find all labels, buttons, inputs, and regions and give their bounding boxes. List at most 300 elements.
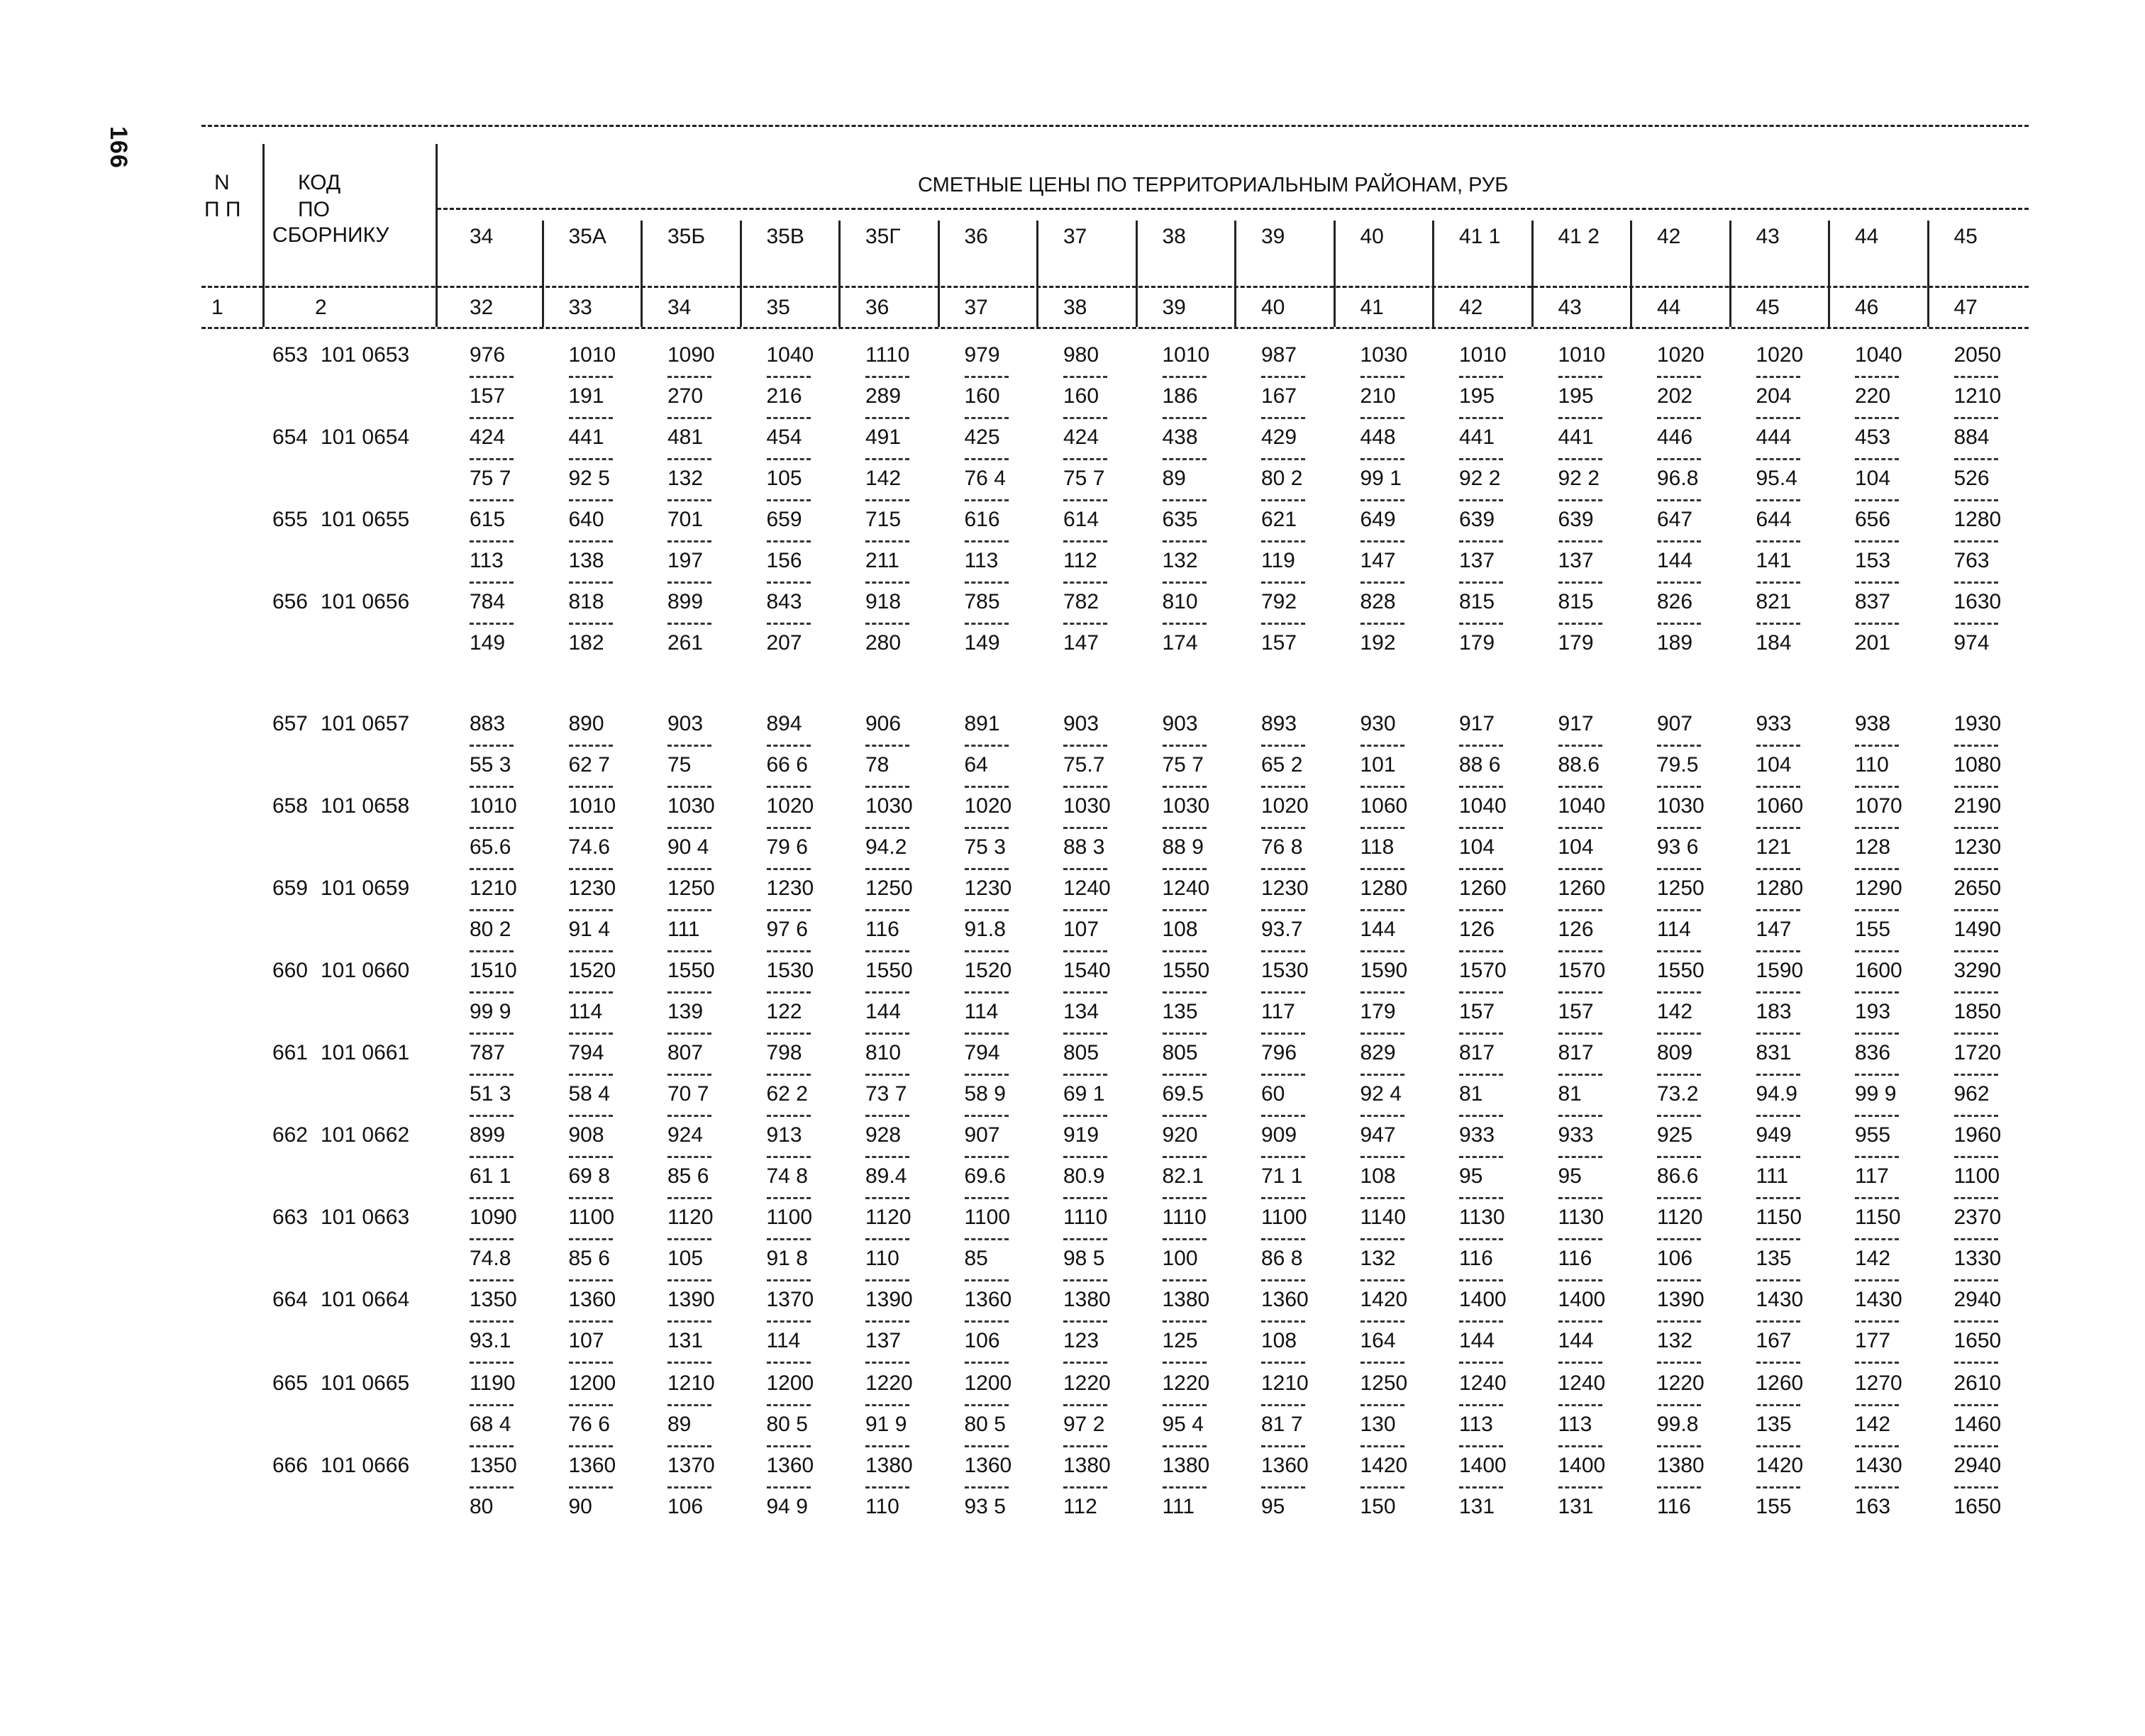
- price-cell: 1020: [1261, 794, 1309, 818]
- fraction-dash: [1261, 868, 1305, 870]
- price-cell: 141: [1756, 549, 1792, 572]
- fraction-dash: [767, 1362, 811, 1364]
- fraction-dash: [667, 1156, 711, 1158]
- price-cell: 1240: [1558, 1371, 1606, 1395]
- price-cell: 182: [568, 631, 604, 655]
- fraction-rule-row: [201, 410, 2029, 424]
- fraction-dash: [667, 950, 711, 952]
- table-row: [201, 1040, 2029, 1067]
- fraction-dash: [767, 868, 811, 870]
- row-number: 666: [272, 1454, 308, 1477]
- price-cell: 441: [568, 425, 604, 449]
- fraction-dash: [1360, 909, 1404, 911]
- fraction-dash: [767, 458, 811, 460]
- fraction-dash: [569, 1404, 613, 1406]
- price-cell: 116: [865, 918, 899, 941]
- fraction-dash: [965, 868, 1009, 870]
- fraction-dash: [965, 1362, 1009, 1364]
- row-code: [318, 1328, 445, 1354]
- table-row: [201, 1452, 2029, 1479]
- row-number: [201, 916, 318, 943]
- fraction-dash: [1756, 1445, 1800, 1447]
- fraction-dash: [1163, 458, 1207, 460]
- fraction-dash: [1261, 623, 1305, 625]
- fraction-dash: [767, 1033, 811, 1035]
- price-cell: 216: [766, 384, 802, 408]
- fraction-rule-row: [201, 1354, 2029, 1369]
- fraction-dash: [1163, 1320, 1207, 1323]
- fraction-dash: [865, 1115, 909, 1117]
- price-cell: 104: [1756, 753, 1792, 777]
- fraction-rule-row: [201, 1149, 2029, 1163]
- price-cell: 91.8: [964, 918, 1006, 941]
- price-cell: 1090: [667, 343, 715, 367]
- fraction-dash: [667, 458, 711, 460]
- fraction-dash: [667, 827, 711, 829]
- price-cell: 1120: [865, 1206, 911, 1229]
- price-cell: 1230: [1953, 835, 2002, 859]
- price-cell: 89: [667, 1413, 692, 1436]
- fraction-dash: [1459, 582, 1503, 584]
- fraction-dash: [470, 1362, 514, 1364]
- price-cell: 1720: [1953, 1041, 2002, 1064]
- price-cell: 1210: [1261, 1371, 1309, 1395]
- price-cell: 1380: [1162, 1288, 1210, 1311]
- fraction-dash: [1657, 1486, 1701, 1489]
- fraction-dash: [1756, 623, 1800, 625]
- row-code: [318, 1081, 445, 1108]
- row-code: 101 0663: [321, 1206, 410, 1229]
- price-cell: 128: [1855, 835, 1891, 859]
- price-cell: 195: [1459, 384, 1495, 408]
- fraction-dash: [865, 1445, 909, 1447]
- fraction-dash: [470, 1320, 514, 1323]
- price-cell: 1090: [470, 1206, 517, 1229]
- price-cell: 69 1: [1063, 1082, 1105, 1106]
- price-cell: 111: [1756, 1164, 1789, 1188]
- fraction-dash: [1063, 1445, 1107, 1447]
- fraction-dash: [1558, 1404, 1602, 1406]
- fraction-dash: [1954, 868, 1998, 870]
- price-cell: 1280: [1360, 877, 1408, 900]
- table-row: [201, 1122, 2029, 1149]
- price-cell: 1420: [1756, 1454, 1804, 1477]
- fraction-dash: [667, 1279, 711, 1281]
- column-number: 45: [1756, 296, 1780, 319]
- fraction-dash: [569, 827, 613, 829]
- fraction-dash: [1360, 1404, 1404, 1406]
- price-cell: 805: [1063, 1041, 1099, 1064]
- fraction-dash: [667, 1115, 711, 1117]
- fraction-dash: [1163, 1404, 1207, 1406]
- fraction-dash: [569, 991, 613, 994]
- region-header: 45: [1953, 225, 1978, 248]
- price-cell: 615: [470, 508, 506, 531]
- row-code: 101 0656: [321, 590, 410, 613]
- price-cell: 99 9: [470, 1000, 511, 1023]
- fraction-dash: [470, 417, 514, 419]
- price-cell: 794: [568, 1041, 604, 1064]
- price-cell: 90 4: [667, 835, 709, 859]
- fraction-dash: [767, 1238, 811, 1240]
- row-number: [201, 1245, 318, 1272]
- row-number: [201, 834, 318, 861]
- price-cell: 135: [1756, 1413, 1792, 1436]
- fraction-dash: [1558, 1074, 1602, 1076]
- price-cell: 1230: [964, 877, 1012, 900]
- fraction-dash: [865, 417, 909, 419]
- price-cell: 91 8: [766, 1247, 808, 1270]
- row-code: 101 0657: [321, 712, 410, 735]
- table-row: [201, 547, 2029, 574]
- row-code: 101 0653: [321, 343, 410, 367]
- fraction-dash: [569, 582, 613, 584]
- price-cell: 1390: [1657, 1288, 1705, 1311]
- fraction-rule-row: [201, 369, 2029, 383]
- price-cell: 1040: [1558, 794, 1606, 818]
- price-cell: 95.4: [1756, 467, 1797, 490]
- fraction-dash: [1360, 582, 1404, 584]
- price-cell: 815: [1459, 590, 1495, 613]
- row-code: 101 0661: [321, 1041, 410, 1064]
- fraction-dash: [1261, 1197, 1305, 1199]
- fraction-dash: [1261, 1238, 1305, 1240]
- region-header: 44: [1855, 225, 1879, 248]
- price-cell: 1200: [766, 1371, 814, 1395]
- fraction-dash: [1063, 1486, 1107, 1489]
- fraction-dash: [667, 1445, 711, 1447]
- price-cell: 174: [1162, 631, 1198, 655]
- price-cell: 106: [667, 1495, 704, 1518]
- table-row: [201, 875, 2029, 902]
- price-cell: 122: [766, 1000, 802, 1023]
- price-cell: 1100: [568, 1206, 615, 1229]
- fraction-dash: [1954, 1033, 1998, 1035]
- fraction-dash: [1558, 1238, 1602, 1240]
- fraction-dash: [569, 1033, 613, 1035]
- price-cell: 104: [1558, 835, 1594, 859]
- price-cell: 78: [865, 753, 889, 777]
- fraction-dash: [1756, 1486, 1800, 1489]
- price-cell: 763: [1953, 549, 1990, 572]
- price-cell: 1030: [1162, 794, 1210, 818]
- fraction-dash: [1855, 991, 1899, 994]
- price-cell: 1380: [1063, 1454, 1111, 1477]
- fraction-dash: [1261, 1115, 1305, 1117]
- table-row: [201, 1245, 2029, 1272]
- fraction-dash: [1855, 1486, 1899, 1489]
- fraction-dash: [1459, 1445, 1503, 1447]
- price-cell: 1260: [1459, 877, 1507, 900]
- column-number: 1: [211, 296, 223, 319]
- price-cell: 75 7: [1162, 753, 1204, 777]
- price-cell: 99 1: [1360, 467, 1402, 490]
- fraction-dash: [1163, 540, 1207, 542]
- price-cell: 70 7: [667, 1082, 709, 1106]
- price-cell: 179: [1360, 1000, 1396, 1023]
- fraction-dash: [1558, 458, 1602, 460]
- fraction-dash: [1954, 1197, 1998, 1199]
- fraction-dash: [965, 1320, 1009, 1323]
- price-cell: 828: [1360, 590, 1396, 613]
- fraction-dash: [470, 1445, 514, 1447]
- price-cell: 144: [1360, 918, 1396, 941]
- price-cell: 147: [1063, 631, 1099, 655]
- price-cell: 81 7: [1261, 1413, 1303, 1436]
- price-cell: 1250: [1657, 877, 1705, 900]
- price-cell: 909: [1261, 1123, 1297, 1147]
- price-cell: 105: [766, 467, 802, 490]
- fraction-dash: [1360, 1362, 1404, 1364]
- region-divider: [1729, 221, 1731, 327]
- price-cell: 96.8: [1657, 467, 1699, 490]
- price-cell: 85 6: [667, 1164, 709, 1188]
- price-cell: 976: [470, 343, 506, 367]
- price-cell: 100: [1162, 1247, 1198, 1270]
- fraction-dash: [1558, 1320, 1602, 1323]
- price-cell: 639: [1459, 508, 1495, 531]
- price-cell: 117: [1855, 1164, 1889, 1188]
- price-cell: 1390: [667, 1288, 715, 1311]
- row-code: 101 0655: [321, 508, 410, 531]
- price-cell: 1110: [865, 343, 910, 367]
- price-cell: 1930: [1953, 712, 2002, 735]
- region-header: 35В: [766, 225, 804, 248]
- fraction-dash: [1954, 623, 1998, 625]
- price-cell: 920: [1162, 1123, 1198, 1147]
- fraction-dash: [1163, 1486, 1207, 1489]
- price-cell: 183: [1756, 1000, 1792, 1023]
- fraction-dash: [667, 1074, 711, 1076]
- price-cell: 144: [1558, 1329, 1594, 1352]
- fraction-dash: [1756, 499, 1800, 501]
- fraction-dash: [1063, 458, 1107, 460]
- fraction-dash: [965, 1033, 1009, 1035]
- region-header: 41 2: [1558, 225, 1600, 248]
- column-number: 2: [315, 296, 327, 319]
- price-cell: 891: [964, 712, 1000, 735]
- fraction-dash: [1459, 950, 1503, 952]
- price-cell: 88.6: [1558, 753, 1600, 777]
- fraction-dash: [1756, 1238, 1800, 1240]
- fraction-dash: [1459, 376, 1503, 378]
- fraction-dash: [1459, 417, 1503, 419]
- fraction-dash: [767, 950, 811, 952]
- price-cell: 94.9: [1756, 1082, 1797, 1106]
- fraction-dash: [1756, 540, 1800, 542]
- price-cell: 113: [964, 549, 999, 572]
- region-header: 40: [1360, 225, 1384, 248]
- fraction-dash: [865, 1362, 909, 1364]
- fraction-dash: [1459, 1320, 1503, 1323]
- fraction-dash: [1954, 1279, 1998, 1281]
- fraction-dash: [1261, 376, 1305, 378]
- price-cell: 94 9: [766, 1495, 808, 1518]
- price-cell: 1360: [568, 1288, 616, 1311]
- fraction-rule-row: [201, 616, 2029, 630]
- fraction-dash: [470, 786, 514, 788]
- fraction-dash: [1657, 1404, 1701, 1406]
- region-divider: [542, 221, 544, 327]
- price-cell: 65.6: [470, 835, 511, 859]
- price-cell: 193: [1855, 1000, 1891, 1023]
- fraction-dash: [667, 1486, 711, 1489]
- fraction-dash: [1163, 1238, 1207, 1240]
- fraction-dash: [865, 376, 909, 378]
- row-number: [201, 1411, 318, 1438]
- fraction-dash: [965, 1238, 1009, 1240]
- fraction-dash: [470, 991, 514, 994]
- price-cell: 1540: [1063, 959, 1111, 982]
- price-cell: 164: [1360, 1329, 1396, 1352]
- row-number: 655: [272, 508, 308, 531]
- price-cell: 142: [1855, 1247, 1891, 1270]
- price-cell: 69.6: [964, 1164, 1006, 1188]
- price-cell: 160: [1063, 384, 1099, 408]
- region-divider: [1531, 221, 1534, 327]
- fraction-rule-row: [201, 533, 2029, 547]
- fraction-dash: [667, 868, 711, 870]
- fraction-dash: [1261, 786, 1305, 788]
- price-cell: 818: [568, 590, 604, 613]
- fraction-dash: [1459, 1074, 1503, 1076]
- fraction-dash: [667, 745, 711, 747]
- price-cell: 113: [470, 549, 504, 572]
- fraction-dash: [1558, 868, 1602, 870]
- fraction-dash: [470, 1486, 514, 1489]
- fraction-dash: [1558, 786, 1602, 788]
- fraction-dash: [965, 1197, 1009, 1199]
- fraction-dash: [1657, 1156, 1701, 1158]
- fraction-dash: [1657, 417, 1701, 419]
- price-cell: 1020: [1756, 343, 1804, 367]
- price-cell: 85 6: [568, 1247, 610, 1270]
- fraction-dash: [767, 1404, 811, 1406]
- price-cell: 144: [1459, 1329, 1495, 1352]
- price-cell: 1380: [1162, 1454, 1210, 1477]
- region-header: 34: [470, 225, 494, 248]
- price-cell: 1040: [1459, 794, 1507, 818]
- row-code: [318, 1163, 445, 1190]
- price-cell: 1020: [964, 794, 1012, 818]
- fraction-dash: [1459, 745, 1503, 747]
- price-cell: 974: [1953, 631, 1990, 655]
- price-cell: 2050: [1953, 343, 2002, 367]
- price-cell: 73.2: [1657, 1082, 1699, 1106]
- region-divider: [1630, 221, 1632, 327]
- fraction-dash: [1459, 623, 1503, 625]
- table-row: [201, 1493, 2029, 1520]
- price-cell: 917: [1558, 712, 1594, 735]
- price-cell: 1360: [568, 1454, 616, 1477]
- fraction-dash: [1558, 376, 1602, 378]
- fraction-dash: [1261, 991, 1305, 994]
- price-cell: 1210: [667, 1371, 715, 1395]
- price-cell: 640: [568, 508, 604, 531]
- fraction-dash: [1954, 1074, 1998, 1076]
- fraction-dash: [1756, 1404, 1800, 1406]
- price-cell: 1460: [1953, 1413, 2002, 1436]
- price-cell: 913: [766, 1123, 802, 1147]
- fraction-dash: [1261, 909, 1305, 911]
- fraction-rule-row: [201, 820, 2029, 834]
- fraction-dash: [865, 1486, 909, 1489]
- fraction-dash: [1657, 1074, 1701, 1076]
- fraction-dash: [1855, 1033, 1899, 1035]
- price-cell: 792: [1261, 590, 1297, 613]
- price-cell: 86.6: [1657, 1164, 1699, 1188]
- price-cell: 715: [865, 508, 902, 531]
- fraction-dash: [1954, 745, 1998, 747]
- price-cell: 75 7: [1063, 467, 1105, 490]
- price-cell: 1430: [1855, 1454, 1902, 1477]
- fraction-dash: [1756, 868, 1800, 870]
- fraction-dash: [767, 786, 811, 788]
- page-number: 166: [105, 126, 132, 169]
- price-cell: 106: [1657, 1247, 1693, 1270]
- fraction-dash: [1558, 1279, 1602, 1281]
- price-cell: 66 6: [766, 753, 808, 777]
- table-row: [201, 1286, 2029, 1313]
- fraction-dash: [1261, 458, 1305, 460]
- price-cell: 92 2: [1459, 467, 1501, 490]
- row-number: 653: [272, 343, 308, 367]
- price-cell: 1530: [1261, 959, 1309, 982]
- fraction-dash: [569, 1156, 613, 1158]
- fraction-dash: [965, 458, 1009, 460]
- fraction-dash: [767, 417, 811, 419]
- price-cell: 1130: [1459, 1206, 1505, 1229]
- price-cell: 1520: [568, 959, 616, 982]
- fraction-dash: [1063, 745, 1107, 747]
- fraction-dash: [1459, 786, 1503, 788]
- price-cell: 144: [865, 1000, 902, 1023]
- column-number: 34: [667, 296, 692, 319]
- fraction-dash: [1360, 458, 1404, 460]
- price-cell: 1650: [1953, 1329, 2002, 1352]
- price-cell: 933: [1558, 1123, 1594, 1147]
- price-cell: 93.1: [470, 1329, 511, 1352]
- region-divider: [1334, 221, 1336, 327]
- price-cell: 1200: [964, 1371, 1012, 1395]
- price-cell: 2370: [1953, 1206, 2002, 1229]
- price-cell: 424: [470, 425, 506, 449]
- price-cell: 1360: [1261, 1288, 1309, 1311]
- price-cell: 1960: [1953, 1123, 2002, 1147]
- price-cell: 1210: [1953, 384, 2002, 408]
- fraction-dash: [1855, 1115, 1899, 1117]
- price-cell: 116: [1558, 1247, 1592, 1270]
- price-cell: 144: [1657, 549, 1693, 572]
- price-cell: 1130: [1558, 1206, 1604, 1229]
- price-cell: 918: [865, 590, 902, 613]
- row-number: [201, 547, 318, 574]
- price-cell: 92 5: [568, 467, 610, 490]
- region-header: 35Б: [667, 225, 706, 248]
- fraction-dash: [1954, 1445, 1998, 1447]
- table-row: [201, 793, 2029, 820]
- price-cell: 86 8: [1261, 1247, 1303, 1270]
- fraction-dash: [865, 458, 909, 460]
- price-cell: 893: [1261, 712, 1297, 735]
- price-cell: 491: [865, 425, 902, 449]
- fraction-dash: [470, 950, 514, 952]
- price-cell: 3290: [1953, 959, 2002, 982]
- fraction-dash: [1459, 1486, 1503, 1489]
- fraction-rule-row: [201, 451, 2029, 465]
- row-number: [201, 1328, 318, 1354]
- fraction-dash: [1756, 786, 1800, 788]
